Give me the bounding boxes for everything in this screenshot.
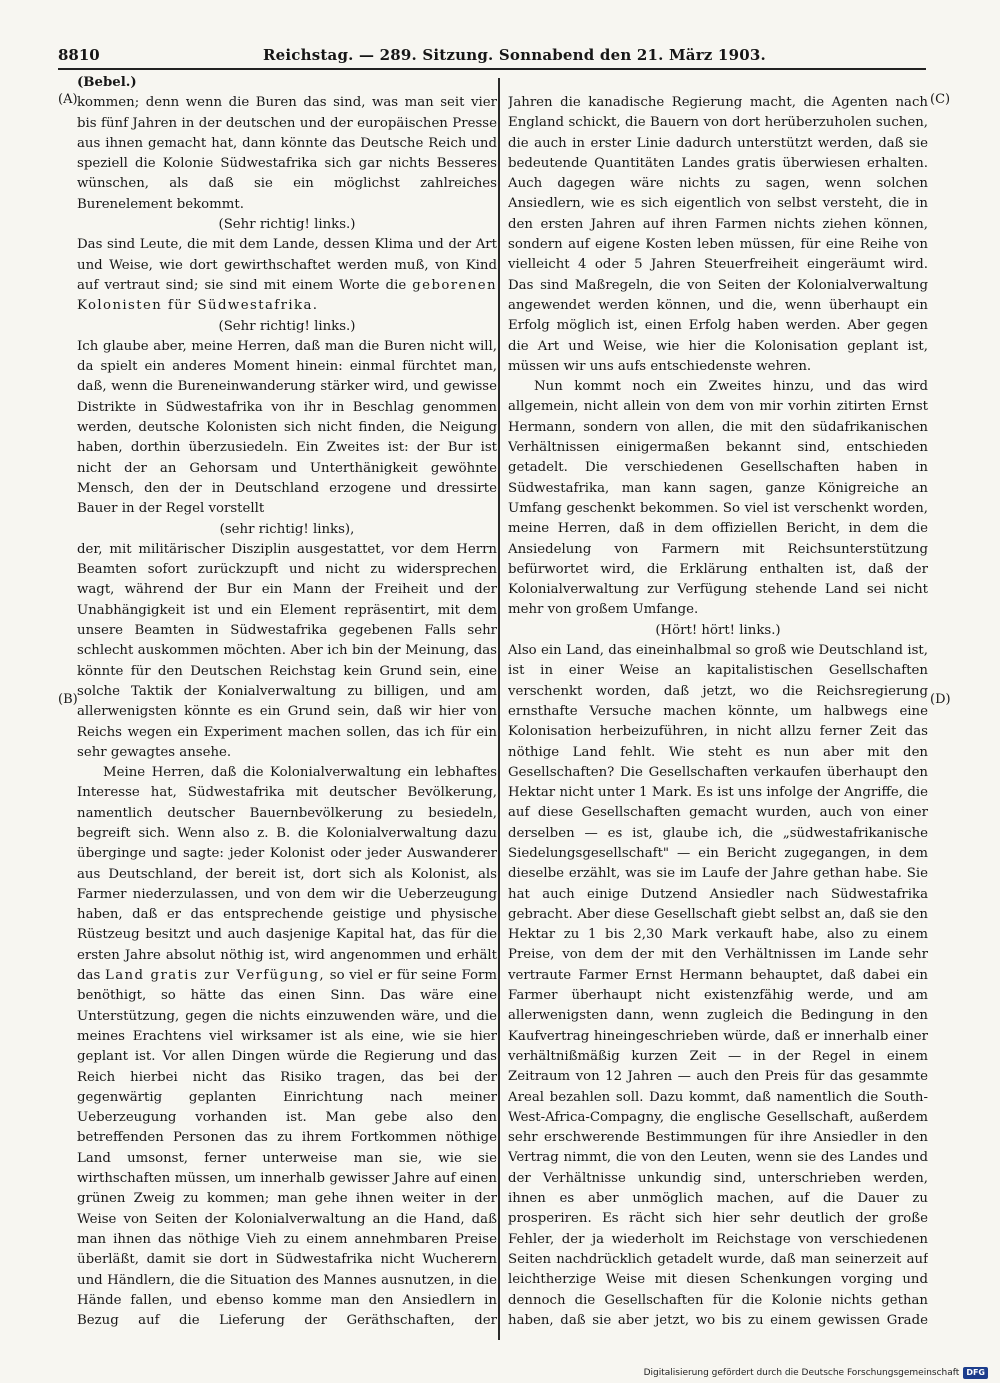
paragraph: Ich glaube aber, meine Herren, daß man die Buren nicht will, da spielt ein anderes Moment hinein: einmal fürchtet man, daß, wenn die Bureneinwanderung stärker wird, und gewisse Distrikte in Südwestafrika von ihr in Beschlag genommen werden, deutsche Kolonisten sich nicht finden, die Neigung haben, dorthin überzusiedeln. Ein Zweites ist: der Bur ist nicht der an Gehorsam und Unterthänigkeit gewöhnte Mensch, den der in Deutschland erzogene und dressirte Bauer in der Regel vorstellt [77, 338, 497, 517]
paragraph-text: so viel er für seine Form benöthigt, so hätte das einen Sinn. Das wäre eine Unterstützung, gegen die nichts einzuwenden wäre, und die meines Erachtens viel wirksamer ist als eine, wie sie hier geplant ist. Vor allen Dingen würde die Regierung und das Reich hierbei nicht das Risiko tragen, das bei der gegenwärtig geplanten Einrichtung nach meiner Ueberzeugung vorhanden ist. Man gebe also den betreffenden Personen das zu ihrem Fortkommen nöthige Land umsonst, ferner unterweise man sie, wie sie wirthschaften müssen, um innerhalb gewisser Jahre auf einen grünen Zweig zu kommen; man gehe ihnen weiter in der Weise von Seiten der Kolonialverwaltung an die Hand, daß man ihnen das nöthige Vieh zu einem annehmbaren Preise überläßt, damit sie dort in Südwestafrika nicht Wucherern und Händlern, die die Situation des Mannes ausnutzen, in die Hände fallen, und ebenso komme man den Ansiedlern in Bezug auf die Lieferung der Geräthschaften, der [77, 968, 497, 1329]
margin-mark-d: (D) [930, 692, 951, 707]
left-column [77, 73, 497, 1330]
paragraph: Also ein Land, das eineinhalbmal so groß wie Deutschland ist, ist in einer Weise an kapitalistischen Gesellschaften verschenkt worden, daß jetzt, wo die Reichsregierung ernsthafte Versuche machen könnte, um halbwegs eine Kolonisation herbeizuführen, in nicht allzu ferner Zeit das nöthige Land fehlt. Wie steht es nun aber mit den Gesellschaften? Die Gesellschaften verkaufen überhaupt den Hektar nicht unter 1 Mark. Es ist uns infolge der Angriffe, die auf diese Gesellschaften gemacht wurden, auch von einer derselben — es ist, glaube ich, die „südwestafrikanische Siedelungsgesellschaft" — ein Bericht zugegangen, in dem dieselbe erzählt, was sie im Laufe der Jahre gethan habe. Sie hat auch einige Dutzend Ansiedler nach Südwestafrika gebracht. Aber diese Gesellschaft giebt selbst an, daß sie den Hektar zu 1 bis 2,30 Mark verkauft habe, also zu einem Preise, von dem der mit den Verhältnissen im Lande sehr vertraute Farmer Ernst Hermann behauptet, daß dabei ein Farmer überhaupt nicht existenzfähig werde, und am allerwenigsten dann, wenn zugleich die Bedingung in den Kaufvertrag hineingeschrieben würde, daß er innerhalb einer verhältnißmäßig kurzen Zeit — in der Regel in einem Zeitraum von 12 Jahren — auch den Preis für das gesammte Areal bezahlen soll. Dazu kommt, daß namentlich die South-West-Africa-Compagny, die englische Gesellschaft, außerdem sehr erschwerende Bestimmungen für ihre Ansiedler in den Vertrag nimmt, die von den Leuten, wenn sie des Landes und der Verhältnisse unkundig sind, unterschrieben werden, ihnen es aber unmöglich machen, auf die Dauer zu prosperiren. Es rächt sich hier sehr deutlich der große Fehler, der ja wiederholt im Reichstage von verschiedenen Seiten nachdrücklich getadelt wurde, daß man seinerzeit auf leichtherzige Weise mit diesen Schenkungen vorging und dennoch die Gesellschaften für die Kolonie nichts gethan haben, daß sie aber jetzt, wo bis zu einem gewissen Grade [508, 643, 928, 1328]
column-rule [498, 78, 500, 1340]
interjection: (Sehr richtig! links.) [218, 318, 356, 334]
paragraph [77, 763, 497, 1330]
paragraph: Nun kommt noch ein Zweites hinzu, und das wird allgemein, nicht allein von dem von mir vorhin zitirten Ernst Hermann, sondern von allen, die mit den südafrikanischen Verhältnissen einigermaßen bekannt sind, entschieden getadelt. Die verschiedenen Gesellschaften haben in Südwestafrika, man kann sagen, ganze Königreiche an Umfang geschenkt bekommen. So viel ist verschenkt worden, meine Herren, daß in dem offiziellen Bericht, in dem die Ansiedelung von Farmern mit Reichsunterstützung befürwortet wird, die Erklärung enthalten ist, daß der Kolonialverwaltung zur Verfügung stehende Land sei nicht mehr von großem Umfange. [508, 379, 928, 618]
margin-mark-c: (C) [930, 92, 951, 107]
interjection: (sehr richtig! links), [219, 521, 355, 537]
paragraph-text: Meine Herren, daß die Kolonialverwaltung ein lebhaftes Interesse hat, Südwestafrika mit deutscher Bevölkerung, namentlich deutscher Bauernbevölkerung zu besiedeln, begreift sich. Wenn also z. B. die Kolonialverwaltung dazu überginge und sagte: jeder Kolonist oder jeder Auswanderer aus Deutschland, der bereit ist, dort sich als Kolonist, als Farmer niederzulassen, und von dem wir die Ueberzeugung haben, daß er das entsprechende geistige und physische Rüstzeug besitzt und auch dasjenige Kapital hat, das für die ersten Jahre absolut nöthig ist, wird angenommen und erhält das [77, 765, 497, 984]
spaced-emphasis: Land gratis zur Verfügung, [105, 968, 326, 984]
paragraph: der, mit militärischer Disziplin ausgestattet, vor dem Herrn Beamten sofort zurückzupft und nicht zu widersprechen wagt, während der Bur ein Mann der Freiheit und der Unabhängigkeit ist und ein Element repräsentirt, mit dem unsere Beamten in Südwestafrika gegebenen Falls sehr schlecht auskommen möchten. Aber ich bin der Meinung, das könnte für den Deutschen Reichstag kein Grund sein, eine solche Taktik der Konialverwaltung zu billigen, und am allerwenigsten könnte es ein Grund sein, daß wir hier von Reichs wegen ein Experiment machen sollen, das ich für ein sehr gewagtes ansehe. [77, 541, 497, 760]
right-column [508, 93, 928, 1330]
paragraph [77, 235, 497, 316]
credit-text: Digitalisierung gefördert durch die Deutsche Forschungsgemeinschaft [643, 1368, 960, 1378]
digitization-credit [644, 1365, 988, 1381]
page-number: 8810 [58, 46, 100, 64]
paragraph-text: Das sind Leute, die mit dem Lande, dessen Klima und der Art und Weise, wie dort gewirthschaftet werden muß, von Kind auf vertraut sind; sie sind mit einem Worte die [77, 237, 497, 293]
speaker-label: (Bebel.) [77, 75, 137, 90]
margin-mark-b: (B) [58, 692, 78, 707]
paragraph: Jahren die kanadische Regierung macht, die Agenten nach England schickt, die Bauern von dort herüberzuholen suchen, die auch in erster Linie dadurch unterstützt werden, daß sie bedeutende Quantitäten Landes gratis überwiesen erhalten. Auch dagegen wäre nichts zu sagen, wenn solchen Ansiedlern, wie es sich eigentlich von selbst versteht, die in den ersten Jahren auf ihren Farmen nichts ziehen können, sondern auf eigene Kosten leben müssen, für eine Reihe von vielleicht 4 oder 5 Jahren Steuerfreiheit eingeräumt wird. Das sind Maßregeln, die von Seiten der Kolonialverwaltung angewendet werden können, und die, wenn überhaupt ein Erfolg möglich ist, einen Erfolg haben werden. Aber gegen die Art und Weise, wie hier die Kolonisation geplant ist, müssen wir uns aufs entschiedenste wehren. [508, 95, 928, 374]
spaced-emphasis: geborenen Kolonisten für Südwestafrika. [77, 277, 497, 314]
margin-mark-a: (A) [58, 92, 78, 107]
interjection: (Hört! hört! links.) [655, 622, 781, 638]
interjection: (Sehr richtig! links.) [218, 217, 356, 233]
header-rule [58, 68, 926, 70]
running-title: Reichstag. — 289. Sitzung. Sonnabend den 21. März 1903. [263, 46, 766, 64]
dfg-logo-icon: DFG [963, 1367, 988, 1379]
paragraph: kommen; denn wenn die Buren das sind, was man seit vier bis fünf Jahren in der deutschen und der europäischen Presse aus ihnen gemacht hat, dann könnte das Deutsche Reich und speziell die Kolonie Südwestafrika sich gar nichts Besseres wünschen, als daß sie ein möglichst zahlreiches Burenelement bekommt. [77, 95, 497, 212]
page-header [58, 44, 926, 66]
